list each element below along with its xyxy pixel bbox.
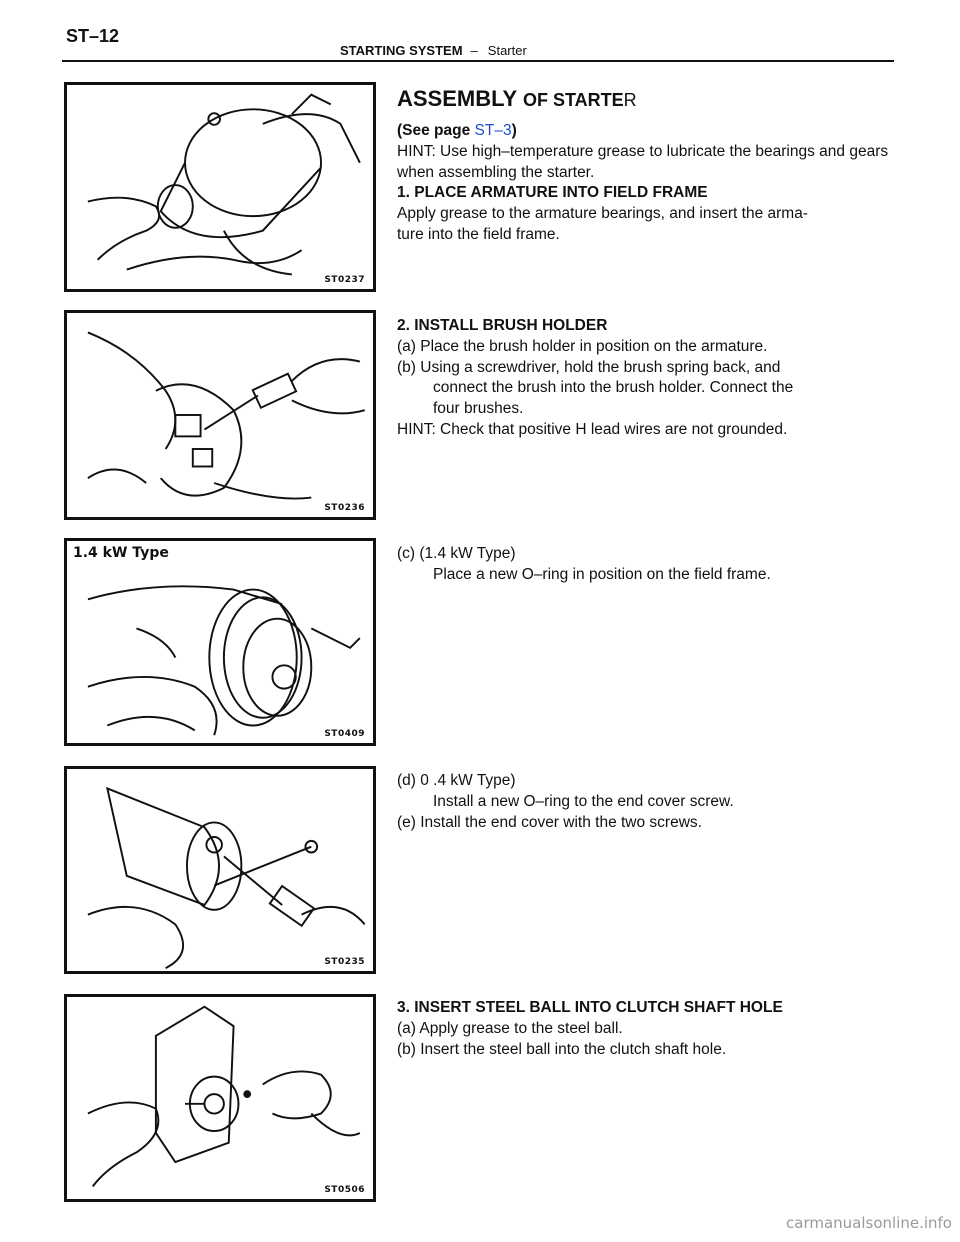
figure-code: ST0506: [324, 1185, 365, 1195]
step-2c-section: [397, 544, 897, 586]
see-prefix: (See page: [397, 122, 475, 139]
footer-watermark: carmanualsonline.info: [786, 1214, 952, 1232]
figure-end-cover: [64, 766, 376, 974]
page-title: [397, 86, 897, 113]
assembly-hint: HINT: Use high–temperature grease to lubricate the bearings and gears when assembling the starter.: [397, 142, 889, 181]
figure-o-ring: [64, 538, 376, 746]
step-2e: (e) Install the end cover with the two screws.: [397, 813, 702, 831]
step-3b: (b) Insert the steel ball into the clutch shaft hole.: [397, 1040, 727, 1058]
figure-caption: 1.4 kW Type: [73, 545, 169, 561]
figure-code: ST0409: [324, 729, 365, 739]
figure-code: ST0235: [324, 957, 365, 967]
step-2b-line-1: (b) Using a screwdriver, hold the brush spring back, and: [397, 358, 781, 376]
armature-field-frame-illustration: [67, 85, 373, 289]
see-page-reference: [397, 121, 897, 142]
steel-ball-clutch-shaft-illustration: [67, 997, 373, 1199]
step-2-hint: HINT: Check that positive H lead wires are not grounded.: [397, 420, 788, 438]
step-3-title: 3. INSERT STEEL BALL INTO CLUTCH SHAFT HOLE: [397, 999, 783, 1016]
section-header: [340, 43, 527, 58]
figure-code: ST0236: [324, 503, 365, 513]
brush-holder-screwdriver-illustration: [67, 313, 373, 517]
step-2b-line-3: four brushes.: [433, 400, 524, 418]
o-ring-field-frame-illustration: [67, 541, 373, 743]
step-2-title: 2. INSTALL BRUSH HOLDER: [397, 317, 608, 334]
step-1-text-a: Apply grease to the armature bearings, and insert the arma-: [397, 205, 808, 223]
figure-code: ST0237: [324, 275, 365, 285]
title-part-1: ASSEMBLY: [397, 86, 517, 111]
step-2-section: [397, 316, 897, 441]
see-suffix: ): [511, 122, 517, 139]
title-part-3: R: [623, 90, 637, 110]
figure-steel-ball: [64, 994, 376, 1202]
step-3a: (a) Apply grease to the steel ball.: [397, 1019, 623, 1037]
figure-brush-holder: [64, 310, 376, 520]
section-separator: –: [470, 43, 478, 58]
figure-armature: [64, 82, 376, 292]
step-2c-line-2: Place a new O–ring in position on the field frame.: [433, 565, 771, 583]
page-code: ST–12: [66, 26, 120, 46]
step-1-title: 1. PLACE ARMATURE INTO FIELD FRAME: [397, 184, 708, 202]
title-part-2: OF STARTE: [522, 90, 624, 110]
subsection-title: Starter: [487, 43, 527, 58]
step-2b-line-2: connect the brush into the brush holder. Connect the: [433, 379, 794, 397]
step-2c-line-1: (c) (1.4 kW Type): [397, 545, 516, 562]
step-1-text-b: ture into the field frame.: [397, 225, 560, 243]
header-rule: [62, 60, 894, 62]
end-cover-screw-illustration: [67, 769, 373, 971]
see-page-link[interactable]: ST–3: [474, 122, 512, 139]
section-title: STARTING SYSTEM: [340, 43, 463, 58]
step-2d-line-1: (d) 0 .4 kW Type): [397, 772, 516, 789]
assembly-section: [397, 86, 897, 246]
step-3-section: [397, 998, 897, 1060]
step-2a: (a) Place the brush holder in position on the armature.: [397, 337, 768, 355]
step-2d-line-2: Install a new O–ring to the end cover screw.: [433, 792, 734, 810]
step-2d-section: [397, 771, 897, 833]
